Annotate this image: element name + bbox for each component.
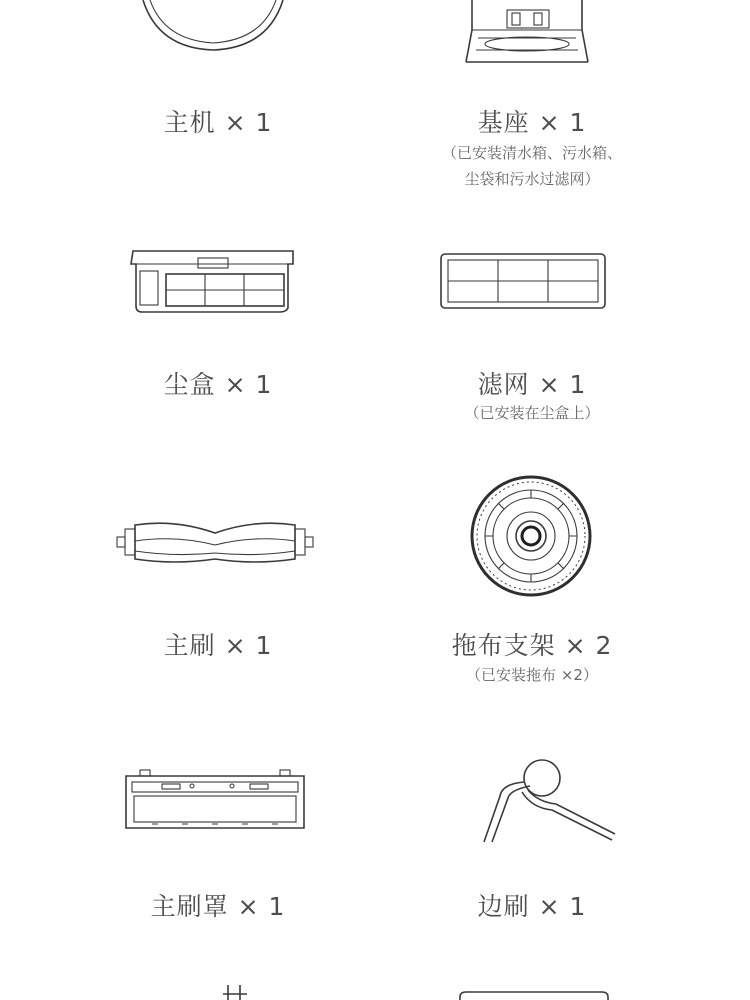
partial-item-icon [222, 985, 248, 1000]
item-label-main-unit: 主机 × 1 [163, 108, 273, 137]
item-note-mop-holder: （已安装拖布 ×2） [466, 666, 598, 684]
main-brush-icon [115, 515, 315, 570]
main-brush-cover-icon [122, 768, 308, 832]
mop-holder-icon [469, 474, 593, 598]
item-label-filter: 滤网 × 1 [477, 370, 587, 399]
item-note-filter: （已安装在尘盒上） [464, 404, 600, 422]
item-label-base: 基座 × 1 [477, 108, 587, 137]
item-label-side-brush: 边刷 × 1 [477, 892, 587, 921]
base-station-icon [462, 0, 592, 65]
side-brush-icon [482, 756, 617, 844]
filter-icon [438, 250, 608, 312]
item-label-dust-box: 尘盒 × 1 [163, 370, 273, 399]
item-note-base: （已安装清水箱、污水箱、 尘袋和污水过滤网） [441, 144, 622, 188]
dust-box-icon [128, 246, 298, 316]
robot-vacuum-icon [138, 0, 288, 55]
item-label-main-brush: 主刷 × 1 [163, 631, 273, 660]
partial-item-icon-2 [458, 990, 610, 1000]
item-label-main-brush-cover: 主刷罩 × 1 [150, 892, 286, 921]
item-label-mop-holder: 拖布支架 × 2 [451, 631, 613, 660]
